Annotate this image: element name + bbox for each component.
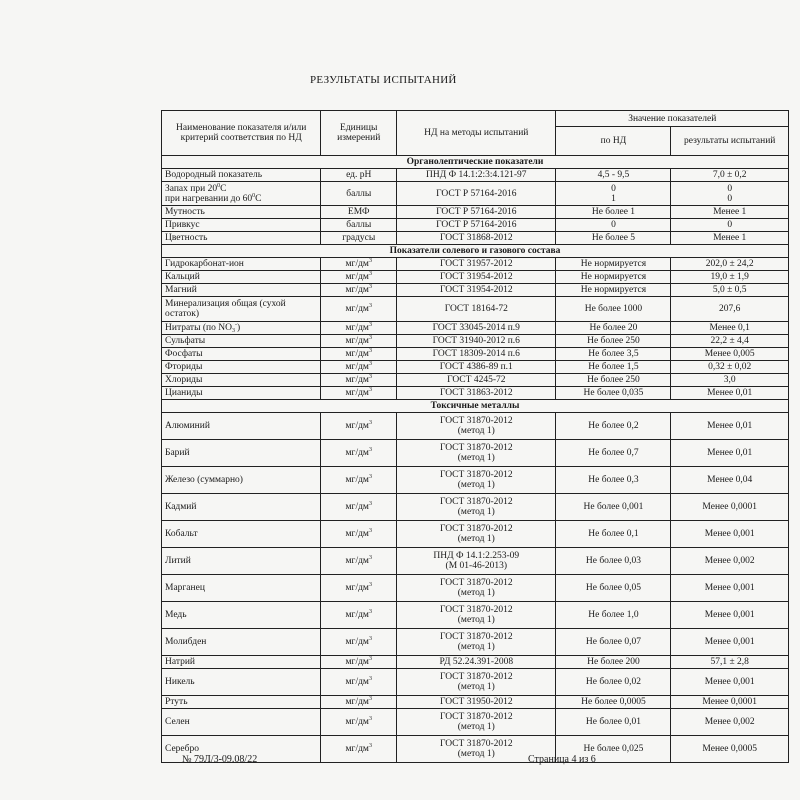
- row-method: ГОСТ 31940-2012 п.6: [397, 335, 556, 348]
- table-row: [162, 361, 789, 374]
- table-row: [162, 335, 789, 348]
- method-line-1: ГОСТ 31870-2012: [439, 605, 513, 615]
- row-method: ГОСТ 31957-2012: [397, 258, 556, 271]
- row-method: [397, 656, 556, 669]
- row-unit: градусы: [321, 232, 397, 245]
- row-name: Минерализация общая (сухой остаток): [162, 297, 321, 322]
- row-unit: $мг/дм^3$: [321, 521, 397, 548]
- section-toxic: [162, 400, 789, 413]
- row-result: 7,0 ± 0,2: [671, 169, 789, 182]
- unit-text: мг/дм: [345, 259, 369, 269]
- header-method: НД на методы испытаний: [397, 111, 556, 156]
- row-norm: Не более 250: [556, 374, 671, 387]
- row-method: [397, 575, 556, 602]
- odor-result-1: 0: [727, 183, 733, 194]
- odor-result-2: 0: [727, 193, 733, 204]
- row-unit: $мг/дм^3$: [321, 271, 397, 284]
- row-result: Менее 0,002: [671, 709, 789, 736]
- table-row: [162, 206, 789, 219]
- section-title: Токсичные металлы: [162, 400, 789, 413]
- row-method: [397, 669, 556, 696]
- table-row: [162, 387, 789, 400]
- row-method: ГОСТ 31954-2012: [397, 284, 556, 297]
- row-norm: Не более 0,3: [556, 467, 671, 494]
- unit-text: мг/дм: [345, 697, 369, 707]
- row-result: Менее 0,04: [671, 467, 789, 494]
- row-result: 5,0 ± 0,5: [671, 284, 789, 297]
- method-line-1: ГОСТ 31870-2012: [439, 416, 513, 426]
- table-row: [162, 271, 789, 284]
- row-name: Никель: [162, 669, 321, 696]
- table-row: [162, 467, 789, 494]
- unit-text: мг/дм: [345, 744, 369, 754]
- row-unit: $мг/дм^3$: [321, 440, 397, 467]
- header-values: Значение показателей: [556, 111, 789, 127]
- row-result: Менее 0,0001: [671, 696, 789, 709]
- row-name: Серебро: [162, 736, 321, 763]
- unit-text: мг/дм: [345, 583, 369, 593]
- method-line-2: (метод 1): [457, 426, 495, 436]
- row-result: Менее 0,0005: [671, 736, 789, 763]
- method-line-2: (метод 1): [457, 480, 495, 490]
- row-name: Цветность: [162, 232, 321, 245]
- row-name: Сульфаты: [162, 335, 321, 348]
- row-method: ГОСТ Р 57164-2016: [397, 206, 556, 219]
- table-row: [162, 284, 789, 297]
- row-result: Менее 0,001: [671, 629, 789, 656]
- row-norm: Не более 1000: [556, 297, 671, 322]
- row-method: ГОСТ 31863-2012: [397, 387, 556, 400]
- unit-text: мг/дм: [345, 272, 369, 282]
- row-norm: Не более 0,2: [556, 413, 671, 440]
- row-result: Менее 1: [671, 232, 789, 245]
- table-row: [162, 602, 789, 629]
- row-unit: $мг/дм^3$: [321, 387, 397, 400]
- method-line-1: ГОСТ 31870-2012: [439, 712, 513, 722]
- table-row: [162, 258, 789, 271]
- row-unit: ЕМФ: [321, 206, 397, 219]
- row-name: Цианиды: [162, 387, 321, 400]
- row-result: Менее 0,01: [671, 413, 789, 440]
- row-unit: $мг/дм^3$: [321, 602, 397, 629]
- odor-norm-2: 1: [611, 193, 616, 204]
- row-method: [397, 709, 556, 736]
- table-row: [162, 322, 789, 335]
- row-name: Привкус: [162, 219, 321, 232]
- unit-text: мг/дм: [345, 336, 369, 346]
- row-name: Кадмий: [162, 494, 321, 521]
- row-name: Нитраты (по $NO_3^-$): [162, 322, 321, 335]
- row-norm: Не более 0,1: [556, 521, 671, 548]
- row-norm: Не более 0,02: [556, 669, 671, 696]
- row-method: [397, 440, 556, 467]
- row-method: [397, 602, 556, 629]
- row-result: Менее 0,0001: [671, 494, 789, 521]
- method-line-2: (М 01-46-2013): [445, 561, 508, 571]
- row-name: Селен: [162, 709, 321, 736]
- row-name: Кальций: [162, 271, 321, 284]
- row-method: ГОСТ Р 57164-2016: [397, 182, 556, 206]
- row-name: Гидрокарбонат-ион: [162, 258, 321, 271]
- unit-text: мг/дм: [345, 502, 369, 512]
- row-method: ГОСТ 31868-2012: [397, 232, 556, 245]
- method-line-2: (метод 1): [457, 682, 495, 692]
- row-method: [397, 548, 556, 575]
- row-norm: Не более 1,5: [556, 361, 671, 374]
- table-row: [162, 219, 789, 232]
- method-line-1: ГОСТ 31870-2012: [439, 443, 513, 453]
- header-row: [162, 111, 789, 127]
- footer-page-number: Страница 4 из 6: [528, 754, 596, 765]
- section-title: Органолептические показатели: [162, 156, 789, 169]
- row-unit: $мг/дм^3$: [321, 656, 397, 669]
- odor-norm-1: 0: [611, 183, 616, 194]
- method-line-1: ГОСТ 31870-2012: [439, 497, 513, 507]
- row-norm: [556, 182, 671, 206]
- row-result: Менее 0,01: [671, 387, 789, 400]
- row-result: [671, 182, 789, 206]
- table-row: [162, 494, 789, 521]
- method-line-1: РД 52.24.391-2008: [439, 657, 514, 667]
- row-norm: Не более 0,0005: [556, 696, 671, 709]
- row-name: Фториды: [162, 361, 321, 374]
- unit-text: мг/дм: [345, 323, 369, 333]
- unit-text: мг/дм: [345, 388, 369, 398]
- unit-text: мг/дм: [345, 610, 369, 620]
- row-norm: Не более 5: [556, 232, 671, 245]
- unit-text: мг/дм: [345, 637, 369, 647]
- row-method: ГОСТ 31954-2012: [397, 271, 556, 284]
- row-norm: Не нормируется: [556, 271, 671, 284]
- row-result: 207,6: [671, 297, 789, 322]
- row-name: Водородный показатель: [162, 169, 321, 182]
- method-line-2: (метод 1): [457, 507, 495, 517]
- row-norm: Не более 0,035: [556, 387, 671, 400]
- row-unit: $мг/дм^3$: [321, 284, 397, 297]
- row-name: Натрий: [162, 656, 321, 669]
- row-unit: баллы: [321, 219, 397, 232]
- method-line-1: ГОСТ 31950-2012: [439, 697, 513, 707]
- row-name-text: Нитраты (по NO: [165, 323, 232, 333]
- row-method: ПНД Ф 14.1:2:3:4.121-97: [397, 169, 556, 182]
- row-norm: Не нормируется: [556, 284, 671, 297]
- method-line-2: (метод 1): [457, 588, 495, 598]
- unit-text: мг/дм: [345, 375, 369, 385]
- row-result: 0,32 ± 0,02: [671, 361, 789, 374]
- method-line-2: (метод 1): [457, 722, 495, 732]
- row-norm: 0: [556, 219, 671, 232]
- row-name: Медь: [162, 602, 321, 629]
- unit-text: мг/дм: [345, 448, 369, 458]
- row-unit: $мг/дм^3$: [321, 413, 397, 440]
- header-name: Наименование показателя и/или критерий соответствия по НД: [162, 111, 321, 156]
- row-method: ГОСТ 18309-2014 п.6: [397, 348, 556, 361]
- row-unit: $мг/дм^3$: [321, 374, 397, 387]
- table-row: [162, 629, 789, 656]
- row-unit: $мг/дм^3$: [321, 335, 397, 348]
- method-line-1: ГОСТ 31870-2012: [439, 470, 513, 480]
- row-result: 19,0 ± 1,9: [671, 271, 789, 284]
- row-name: Алюминий: [162, 413, 321, 440]
- row-unit: $мг/дм^3$: [321, 629, 397, 656]
- row-result: Менее 0,001: [671, 669, 789, 696]
- method-line-1: ГОСТ 31870-2012: [439, 524, 513, 534]
- method-line-2: (метод 1): [457, 534, 495, 544]
- unit-text: мг/дм: [345, 529, 369, 539]
- table-row: [162, 232, 789, 245]
- row-name: Марганец: [162, 575, 321, 602]
- method-line-2: (метод 1): [457, 749, 495, 759]
- method-line-1: ГОСТ 31870-2012: [439, 672, 513, 682]
- row-method: [397, 521, 556, 548]
- row-norm: Не более 0,01: [556, 709, 671, 736]
- row-norm: Не более 0,07: [556, 629, 671, 656]
- unit-text: мг/дм: [345, 475, 369, 485]
- row-name: Магний: [162, 284, 321, 297]
- unit-text: мг/дм: [345, 677, 369, 687]
- row-result: 202,0 ± 24,2: [671, 258, 789, 271]
- method-line-1: ГОСТ 31870-2012: [439, 632, 513, 642]
- row-name: Хлориды: [162, 374, 321, 387]
- odor-name-1: Запах при 20: [165, 183, 218, 194]
- table-row: [162, 709, 789, 736]
- table-row: [162, 575, 789, 602]
- row-unit: $мг/дм^3$: [321, 575, 397, 602]
- row-unit: $мг/дм^3$: [321, 348, 397, 361]
- section-salt: [162, 245, 789, 258]
- unit-text: мг/дм: [345, 421, 369, 431]
- row-method: [397, 413, 556, 440]
- row-result: Менее 0,01: [671, 440, 789, 467]
- section-organoleptic: [162, 156, 789, 169]
- table-row: [162, 656, 789, 669]
- row-unit: $мг/дм^3$: [321, 322, 397, 335]
- method-line-1: ГОСТ 31870-2012: [439, 739, 513, 749]
- header-norm: по НД: [556, 127, 671, 156]
- table-row: [162, 297, 789, 322]
- row-result: Менее 0,005: [671, 348, 789, 361]
- unit-text: мг/дм: [345, 285, 369, 295]
- row-name: Железо (суммарно): [162, 467, 321, 494]
- results-table: [161, 110, 789, 763]
- unit-text: мг/дм: [345, 304, 369, 314]
- row-norm: Не более 0,025: [556, 736, 671, 763]
- row-norm: Не более 0,03: [556, 548, 671, 575]
- row-name: Ртуть: [162, 696, 321, 709]
- row-unit: $мг/дм^3$: [321, 669, 397, 696]
- row-result: 0: [671, 219, 789, 232]
- row-result: 3,0: [671, 374, 789, 387]
- row-method: [397, 494, 556, 521]
- table-row-odor: [162, 182, 789, 206]
- method-line-2: (метод 1): [457, 453, 495, 463]
- row-method: ГОСТ 18164-72: [397, 297, 556, 322]
- table-row: [162, 669, 789, 696]
- row-method: ГОСТ 33045-2014 п.9: [397, 322, 556, 335]
- row-unit: баллы: [321, 182, 397, 206]
- table-row: [162, 413, 789, 440]
- row-norm: Не нормируется: [556, 258, 671, 271]
- header-result: результаты испытаний: [671, 127, 789, 156]
- unit-text: мг/дм: [345, 657, 369, 667]
- row-norm: Не более 20: [556, 322, 671, 335]
- row-norm: Не более 250: [556, 335, 671, 348]
- row-result: 22,2 ± 4,4: [671, 335, 789, 348]
- table-row: [162, 440, 789, 467]
- table-row: [162, 374, 789, 387]
- unit-text: мг/дм: [345, 556, 369, 566]
- unit-text: мг/дм: [345, 362, 369, 372]
- row-result: Менее 0,002: [671, 548, 789, 575]
- row-norm: Не более 0,05: [556, 575, 671, 602]
- row-method: [397, 696, 556, 709]
- table-row: [162, 169, 789, 182]
- row-name: Фосфаты: [162, 348, 321, 361]
- row-name: Молибден: [162, 629, 321, 656]
- row-method: ГОСТ 4386-89 п.1: [397, 361, 556, 374]
- row-unit: $мг/дм^3$: [321, 548, 397, 575]
- method-line-1: ПНД Ф 14.1:2.253-09: [433, 551, 520, 561]
- row-method: [397, 629, 556, 656]
- row-result: Менее 0,001: [671, 575, 789, 602]
- row-result: Менее 1: [671, 206, 789, 219]
- row-norm: Не более 1,0: [556, 602, 671, 629]
- section-title: Показатели солевого и газового состава: [162, 245, 789, 258]
- row-unit: $мг/дм^3$: [321, 696, 397, 709]
- row-unit: $мг/дм^3$: [321, 467, 397, 494]
- unit-text: мг/дм: [345, 349, 369, 359]
- row-name: Кобальт: [162, 521, 321, 548]
- unit-text: мг/дм: [345, 717, 369, 727]
- row-name: Литий: [162, 548, 321, 575]
- row-name: Барий: [162, 440, 321, 467]
- row-unit: $мг/дм^3$: [321, 297, 397, 322]
- row-norm: 4,5 - 9,5: [556, 169, 671, 182]
- row-name: Запах при $20^0C$ при нагревании до $60^0C$: [162, 182, 321, 206]
- row-unit: $мг/дм^3$: [321, 709, 397, 736]
- row-norm: Не более 0,001: [556, 494, 671, 521]
- method-line-2: (метод 1): [457, 642, 495, 652]
- header-units: Единицы измерений: [321, 111, 397, 156]
- row-unit: $мг/дм^3$: [321, 361, 397, 374]
- row-norm: Не более 3,5: [556, 348, 671, 361]
- row-norm: Не более 0,7: [556, 440, 671, 467]
- row-result: 57,1 ± 2,8: [671, 656, 789, 669]
- row-norm: Не более 1: [556, 206, 671, 219]
- row-method: ГОСТ 4245-72: [397, 374, 556, 387]
- row-name: Мутность: [162, 206, 321, 219]
- odor-name-2: при нагревании до 60: [165, 193, 253, 204]
- row-unit: $мг/дм^3$: [321, 494, 397, 521]
- row-result: Менее 0,001: [671, 521, 789, 548]
- table-row: [162, 348, 789, 361]
- document-title: РЕЗУЛЬТАТЫ ИСПЫТАНИЙ: [310, 74, 457, 86]
- row-norm: Не более 200: [556, 656, 671, 669]
- row-unit: $мг/дм^3$: [321, 258, 397, 271]
- row-method: ГОСТ Р 57164-2016: [397, 219, 556, 232]
- table-row: [162, 548, 789, 575]
- method-line-1: ГОСТ 31870-2012: [439, 578, 513, 588]
- row-unit: ед. рН: [321, 169, 397, 182]
- row-unit: $мг/дм^3$: [321, 736, 397, 763]
- row-method: [397, 467, 556, 494]
- table-row: [162, 521, 789, 548]
- row-result: Менее 0,1: [671, 322, 789, 335]
- method-line-2: (метод 1): [457, 615, 495, 625]
- row-result: Менее 0,001: [671, 602, 789, 629]
- footer-document-number: № 79Л/3-09.08/22: [182, 754, 258, 765]
- table-row: [162, 696, 789, 709]
